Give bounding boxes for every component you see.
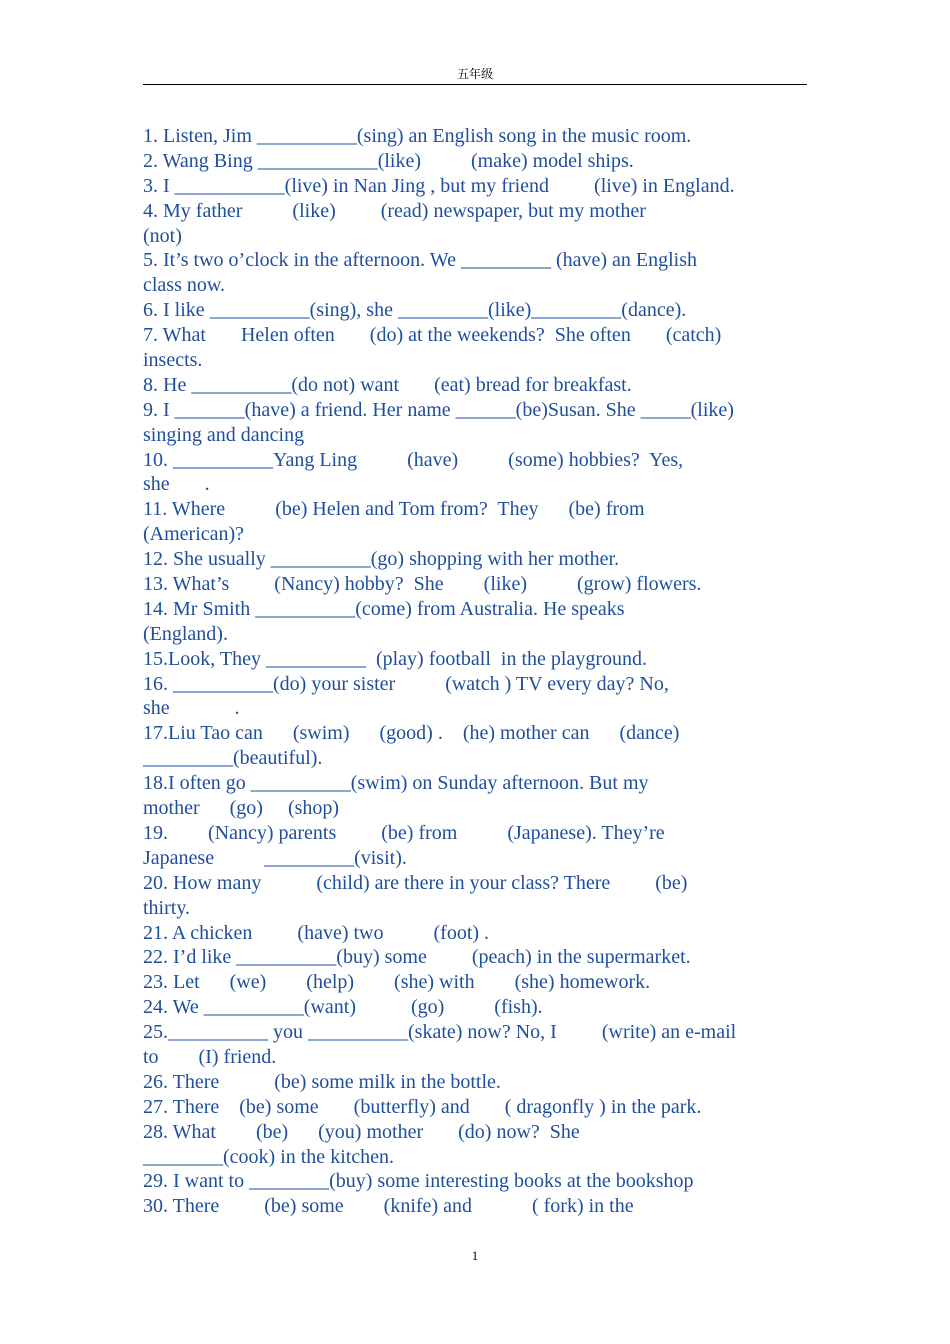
exercise-line: 24. We __________(want) (go) (fish). [143,996,543,1019]
exercise-line: 25.__________ you __________(skate) now? No, I (write) an e-mail [143,1021,737,1044]
exercise-line: she . [143,473,210,496]
exercise-line: 9. I _______(have) a friend. Her name ______(be)Susan. She _____(like) [143,398,734,421]
header-title: 五年级 [456,67,493,81]
exercise-line: 10. __________Yang Ling (have) (some) hobbies? Yes, [143,448,684,471]
exercise-line: class now. [143,274,226,297]
exercise-line: she . [143,697,240,720]
exercise-line: 12. She usually __________(go) shopping with her mother. [143,548,620,571]
exercise-line: mother (go) (shop) [143,797,340,820]
exercise-line: (not) [143,224,182,247]
exercise-line: singing and dancing [143,423,305,446]
exercise-line: 2. Wang Bing ____________(like) (make) model ships. [143,149,634,172]
exercise-line: Japanese _________(visit). [143,846,407,869]
exercise-line: 11. Where (be) Helen and Tom from? They (be) from [143,498,645,521]
exercise-line: 17.Liu Tao can (swim) (good) . (he) mother can (dance) [143,722,680,745]
exercise-line: 20. How many (child) are there in your class? There (be) [143,871,688,894]
exercise-line: 23. Let (we) (help) (she) with (she) homework. [143,971,651,994]
exercise-line: 6. I like __________(sing), she _________(like)_________(dance). [143,299,687,322]
exercise-line: insects. [143,349,203,372]
exercise-line: (American)? [143,523,245,546]
exercise-line: 14. Mr Smith __________(come) from Australia. He speaks [143,597,625,620]
exercise-line: 5. It’s two o’clock in the afternoon. We _________ (have) an English [143,249,698,272]
exercise-line: 28. What (be) (you) mother (do) now? She [143,1120,580,1143]
exercise-line: thirty. [143,896,191,919]
exercise-line: 21. A chicken (have) two (foot) . [143,921,490,944]
exercise-line: 26. There (be) some milk in the bottle. [143,1070,501,1093]
exercise-line: ________(cook) in the kitchen. [143,1145,395,1168]
page-header [143,64,807,85]
exercise-line: 8. He __________(do not) want (eat) bread for breakfast. [143,373,632,396]
page-footer [0,1248,950,1264]
exercise-line: 3. I ___________(live) in Nan Jing , but my friend (live) in England. [143,174,735,197]
exercise-line: 18.I often go __________(swim) on Sunday afternoon. But my [143,772,649,795]
exercise-line: to (I) friend. [143,1045,277,1068]
exercise-line: 4. My father (like) (read) newspaper, but my mother [143,199,646,222]
exercise-line: 27. There (be) some (butterfly) and ( dragonfly ) in the park. [143,1095,702,1118]
exercise-line: 19. (Nancy) parents (be) from (Japanese). They’re [143,821,665,844]
exercise-line: 13. What’s (Nancy) hobby? She (like) (grow) flowers. [143,573,702,596]
exercise-line: 29. I want to ________(buy) some interesting books at the bookshop [143,1170,694,1193]
exercise-line: _________(beautiful). [143,747,323,770]
exercise-line: 22. I’d like __________(buy) some (peach) in the supermarket. [143,946,691,969]
page-number: 1 [471,1248,479,1263]
exercise-line: 7. What Helen often (do) at the weekends? She often (catch) [143,324,722,347]
exercise-line: 30. There (be) some (knife) and ( fork) in the [143,1195,634,1218]
exercise-list [143,124,807,1219]
exercise-line: 16. __________(do) your sister (watch ) TV every day? No, [143,672,669,695]
exercise-line: (England). [143,622,228,645]
exercise-line: 1. Listen, Jim __________(sing) an English song in the music room. [143,125,692,147]
exercise-line: 15.Look, They __________ (play) football in the playground. [143,647,647,670]
